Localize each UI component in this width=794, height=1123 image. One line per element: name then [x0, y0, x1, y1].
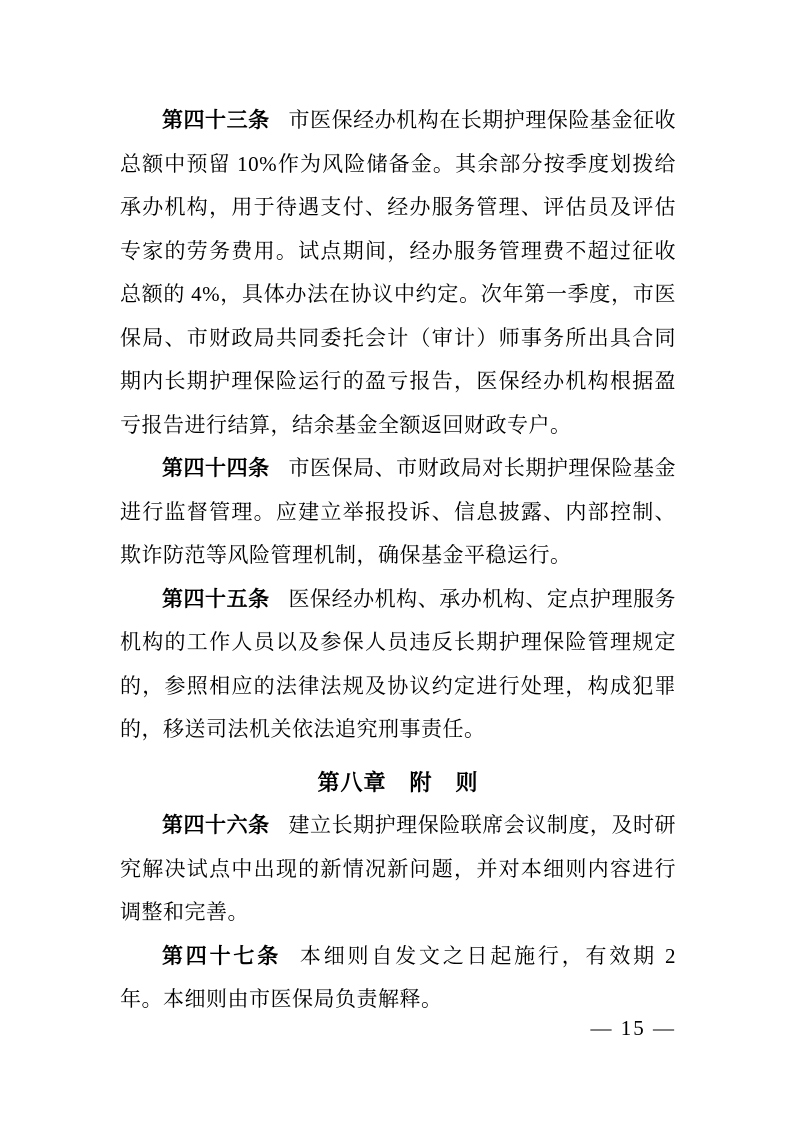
- article-43-number: 第四十三条: [162, 108, 270, 132]
- article-45-paragraph: [120, 578, 676, 752]
- page-number: — 15 —: [590, 1016, 676, 1040]
- article-43-paragraph: [120, 99, 676, 447]
- article-44-number: 第四十四条: [162, 456, 270, 480]
- article-44-text: 市医保局、市财政局对长期护理保险基金进行监督管理。应建立举报投诉、信息披露、内部控制、欺诈防范等风险管理机制，确保基金平稳运行。: [120, 456, 677, 567]
- article-46-number: 第四十六条: [162, 813, 270, 837]
- article-43-text: 市医保经办机构在长期护理保险基金征收总额中预留 10%作为风险储备金。其余部分按季度划拨给承办机构，用于待遇支付、经办服务管理、评估员及评估专家的劳务费用。试点期间，经办服务管理费不超过征收总额的 4%，具体办法在协议中约定。次年第一季度，市医保局、市财政局共同委托会计（审计）师事务所出具合同期内长期护理保险运行的盈亏报告，医保经办机构根据盈亏报告进行结算，结余基金全额返回财政专户。: [120, 108, 677, 437]
- article-45-number: 第四十五条: [162, 586, 270, 611]
- article-45-text: 医保经办机构、承办机构、定点护理服务机构的工作人员以及参保人员违反长期护理保险管理规定的，参照相应的法律法规及协议约定进行处理，构成犯罪的，移送司法机关依法追究刑事责任。: [120, 586, 677, 741]
- article-47-text: 本细则自发文之日起施行，有效期 2 年。本细则由市医保局负责解释。: [120, 943, 677, 1011]
- article-44-paragraph: [120, 447, 676, 578]
- article-46-text: 建立长期护理保险联席会议制度，及时研究解决试点中出现的新情况新问题，并对本细则内容进行调整和完善。: [120, 813, 677, 924]
- article-47-paragraph: [120, 935, 676, 1022]
- chapter-8-heading: 第八章 附 则: [317, 769, 479, 795]
- document-content: [120, 99, 676, 1022]
- article-46-paragraph: [120, 804, 676, 935]
- article-47-number: 第四十七条: [162, 943, 282, 968]
